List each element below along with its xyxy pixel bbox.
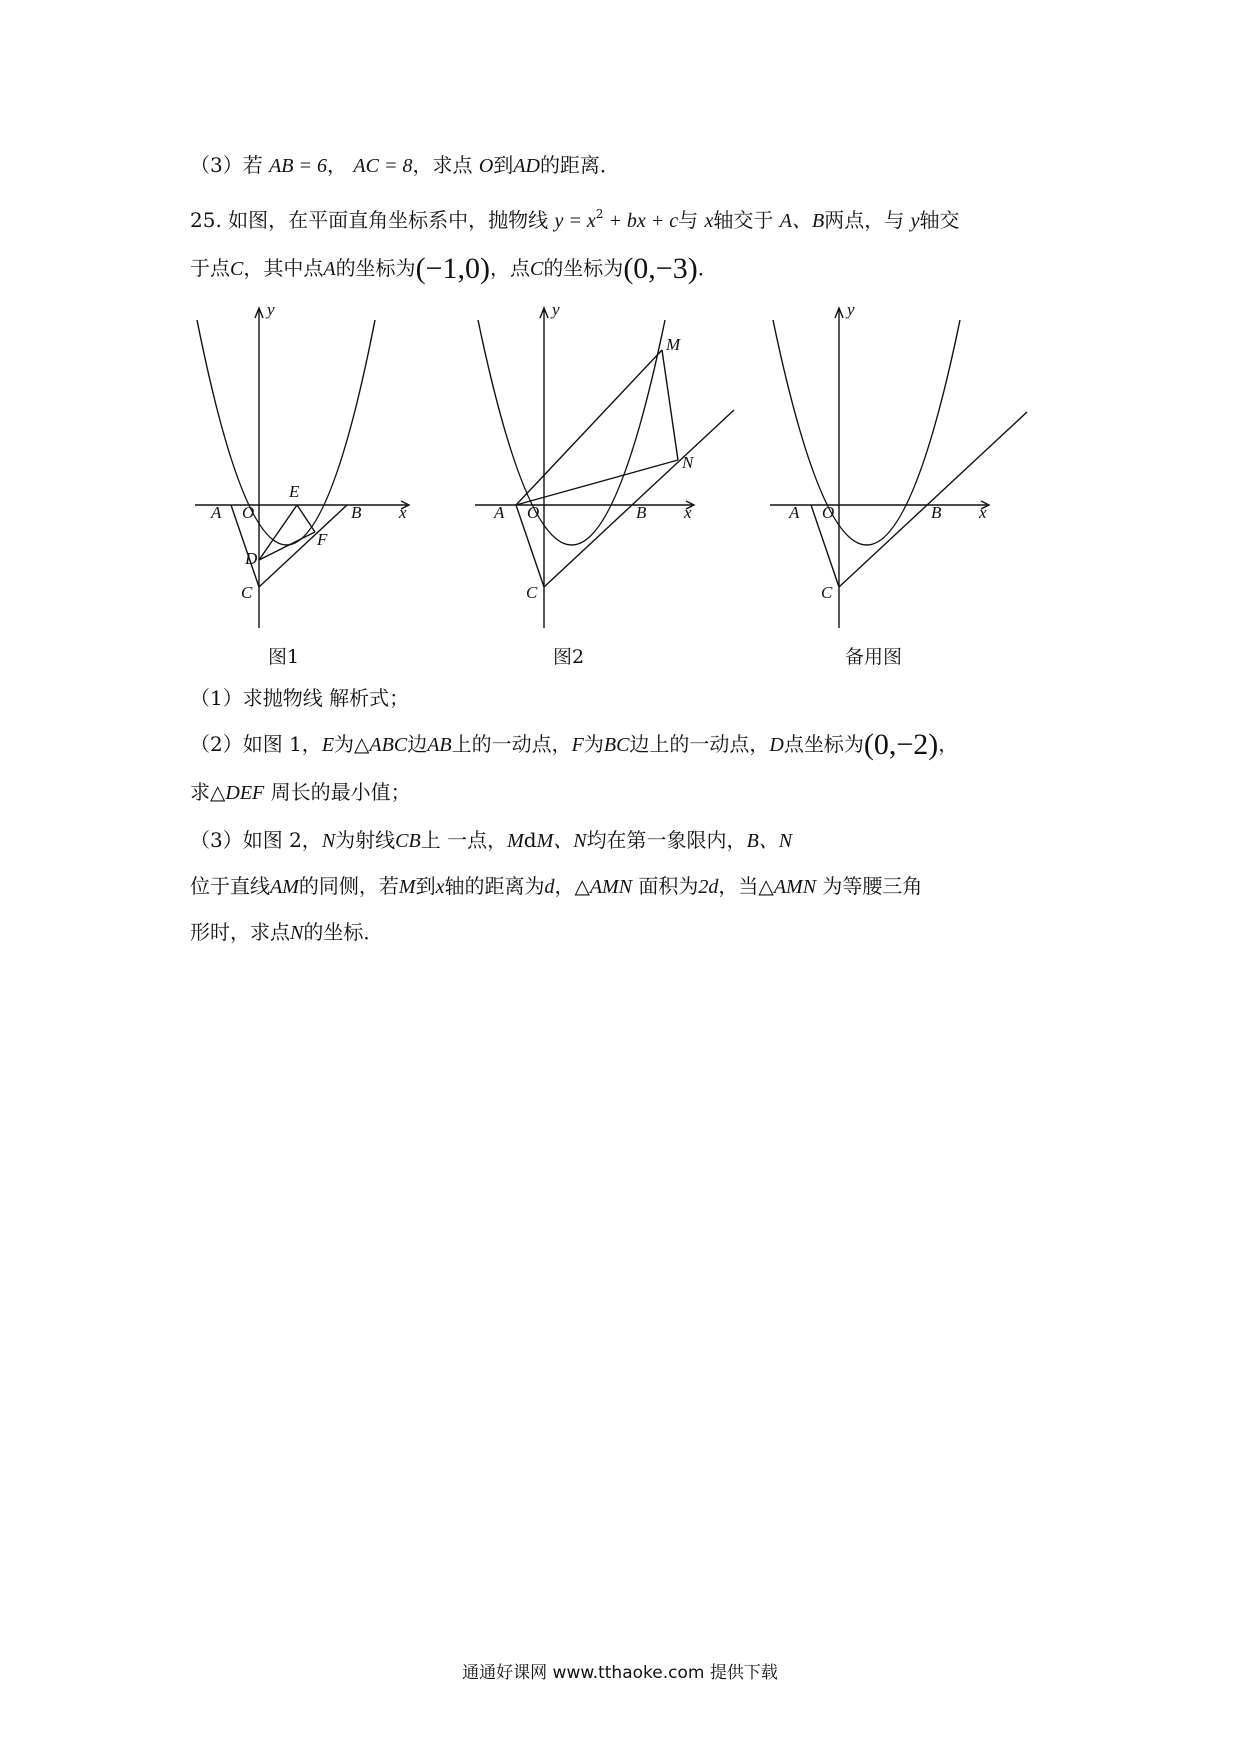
fig3-label-b: B xyxy=(931,503,942,522)
figure-2-caption: 图2 xyxy=(553,646,585,668)
fig3-label-y: y xyxy=(847,300,855,319)
fig1-label-f: F xyxy=(317,530,328,549)
page-footer: 通通好课网 www.tthaoke.com 提供下载 xyxy=(462,1663,778,1683)
figure-1 xyxy=(185,300,425,634)
fig2-label-y: y xyxy=(552,300,560,319)
fig1-label-a: A xyxy=(211,503,222,522)
fig2-label-b: B xyxy=(636,503,647,522)
q25-part2-line2: 求△DEF 周长的最小值； xyxy=(190,780,411,804)
figure-1-caption: 图1 xyxy=(268,646,300,668)
fig2-label-o: O xyxy=(527,503,540,522)
fig3-label-x: x xyxy=(979,503,987,522)
fig1-label-o: O xyxy=(242,503,255,522)
fig2-label-m: M xyxy=(666,335,681,354)
fig1-label-y: y xyxy=(267,300,275,319)
figure-spare xyxy=(765,300,1035,634)
figure-spare-caption: 备用图 xyxy=(845,646,903,668)
q25-stem-line1: 25. 如图，在平面直角坐标系中，抛物线 $y = x^2$ + bx + c与 x轴交于 A、B两点，与 y轴交 xyxy=(190,207,960,232)
fig3-label-o: O xyxy=(822,503,835,522)
figure-2 xyxy=(470,300,740,634)
fig3-label-c: C xyxy=(821,583,833,602)
q25-part2-line1: （2）如图 1，E为△ABC边AB上的一动点，F为BC边上的一动点，D点坐标为(0,−2)， xyxy=(190,728,959,761)
fig2-label-x: x xyxy=(684,503,692,522)
q25-part3-line3: 形时，求点N的坐标． xyxy=(190,920,384,944)
fig2-label-n: N xyxy=(682,453,694,472)
fig1-label-d: D xyxy=(245,549,258,568)
fig1-label-e: E xyxy=(289,482,300,501)
q24-part3: （3）若 AB = 6， AC = 8，求点 O到AD的距离． xyxy=(190,153,620,177)
q25-stem-line2: 于点C，其中点A的坐标为(−1,0)，点C的坐标为(0,−3)． xyxy=(190,252,718,285)
fig2-label-c: C xyxy=(526,583,538,602)
q25-part1: （1）求抛物线 解析式； xyxy=(190,686,410,710)
fig3-label-a: A xyxy=(789,503,800,522)
fig1-label-b: B xyxy=(351,503,362,522)
q25-part3-line1: （3）如图 2，N为射线CB上 一点，MdM、N均在第一象限内，B、N xyxy=(190,828,793,852)
fig1-label-c: C xyxy=(241,583,253,602)
fig1-label-x: x xyxy=(399,503,407,522)
fig2-label-a: A xyxy=(494,503,505,522)
q25-part3-line2: 位于直线AM的同侧，若M到x轴的距离为d，△AMN 面积为2d，当△AMN 为等腰三角 xyxy=(190,874,923,898)
